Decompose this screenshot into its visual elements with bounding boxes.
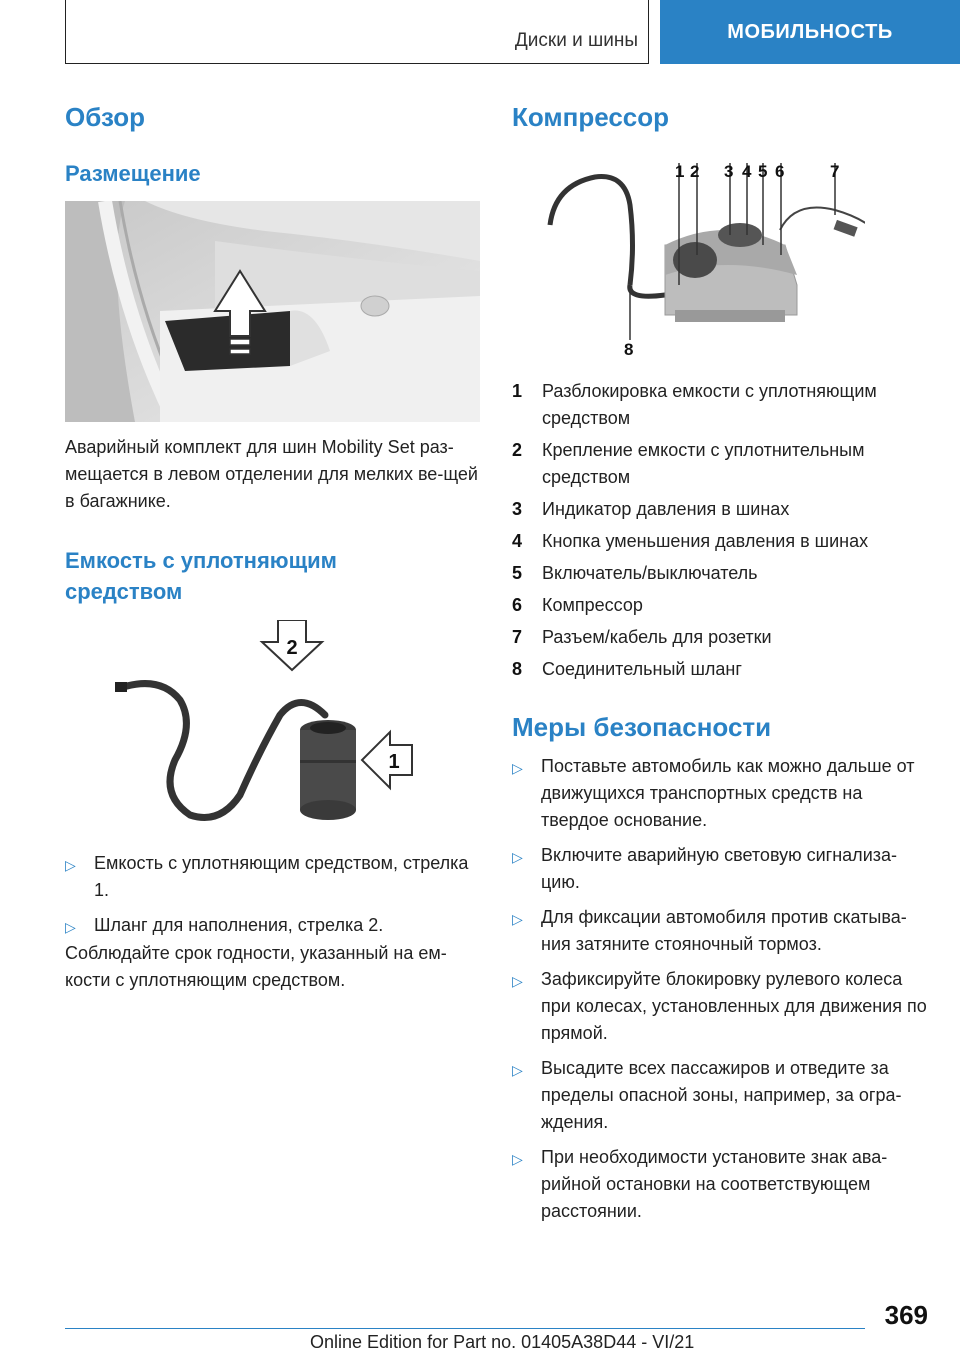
figure-label-5: 5 [758, 162, 768, 181]
figure-label-3: 3 [724, 162, 734, 181]
figure-label-2: 2 [690, 162, 700, 181]
triangle-bullet-icon: ▷ [512, 1062, 523, 1078]
triangle-bullet-icon: ▷ [65, 857, 76, 873]
list-item: 7 Разъем/кабель для розетки [512, 627, 772, 647]
arrow-label-1: 1 [388, 751, 400, 773]
arrow-label-2: 2 [286, 637, 298, 659]
compressor-heading: Компрессор [512, 102, 670, 132]
placement-text: Аварийный комплект для шин Mobility Set раз-мещается в левом отделении для мелких ве-щей в багажнике. [65, 437, 478, 511]
sealant-container-figure [100, 620, 430, 830]
compressor-parts-list [512, 378, 912, 688]
triangle-bullet-icon: ▷ [65, 919, 76, 935]
edition-text: Online Edition for Part no. 01405A38D44 - VI/21 [310, 1332, 695, 1352]
list-item: 5 Включатель/выключатель [512, 563, 758, 583]
list-item: ▷ Включите аварийную световую сигнализа-цию. [512, 845, 898, 892]
figure-label-1: 1 [675, 162, 685, 181]
list-item: 2 Крепление емкости с уплотнительным средством [512, 440, 865, 487]
safety-heading: Меры безопасности [512, 712, 772, 742]
figure-label-8: 8 [624, 340, 634, 359]
container-note: Соблюдайте срок годности, указанный на ем-кости с уплотняющим средством. [65, 943, 447, 990]
triangle-bullet-icon: ▷ [512, 911, 523, 927]
container-bullet-list [65, 850, 480, 947]
triangle-bullet-icon: ▷ [512, 849, 523, 865]
page-number: 369 [884, 1300, 928, 1330]
container-heading: Емкость с уплотняющим средством [65, 548, 337, 604]
header-chapter-tab[interactable]: МОБИЛЬНОСТЬ [660, 0, 960, 64]
triangle-bullet-icon: ▷ [512, 760, 523, 776]
safety-bullet-list [512, 753, 927, 1233]
placement-heading: Размещение [65, 161, 201, 186]
list-item: 1 Разблокировка емкости с уплотняющим средством [512, 381, 877, 428]
figure-label-6: 6 [775, 162, 785, 181]
figure-label-4: 4 [742, 162, 752, 181]
header-section-title: Диски и шины [514, 30, 638, 51]
list-item: ▷ Зафиксируйте блокировку рулевого колеса при колесах, установленных для движения по прямой. [512, 969, 927, 1043]
compressor-figure [535, 155, 865, 360]
footer-divider [65, 1328, 865, 1329]
list-item: ▷ Емкость с уплотняющим средством, стрелка 1. [65, 853, 469, 900]
list-item: ▷ Поставьте автомобиль как можно дальше от движущихся транспортных средств на твердое основание. [512, 756, 915, 830]
list-item: ▷ Шланг для наполнения, стрелка 2. [65, 912, 480, 939]
list-item: 8 Соединительный шланг [512, 659, 742, 679]
list-item: ▷ При необходимости установите знак ава-рийной остановки на соответствующем расстоянии. [512, 1147, 888, 1221]
figure-label-7: 7 [830, 162, 840, 181]
list-item: ▷ Высадите всех пассажиров и отведите за пределы опасной зоны, например, за огра-ждения. [512, 1058, 902, 1132]
list-item: 6 Компрессор [512, 595, 643, 615]
triangle-bullet-icon: ▷ [512, 973, 523, 989]
triangle-bullet-icon: ▷ [512, 1151, 523, 1167]
list-item: 3 Индикатор давления в шинах [512, 499, 790, 519]
list-item: 4 Кнопка уменьшения давления в шинах [512, 531, 869, 551]
list-item: ▷ Для фиксации автомобиля против скатыва-ния затяните стояночный тормоз. [512, 907, 907, 954]
trunk-photo [65, 201, 480, 422]
page-title: Обзор [65, 102, 145, 132]
